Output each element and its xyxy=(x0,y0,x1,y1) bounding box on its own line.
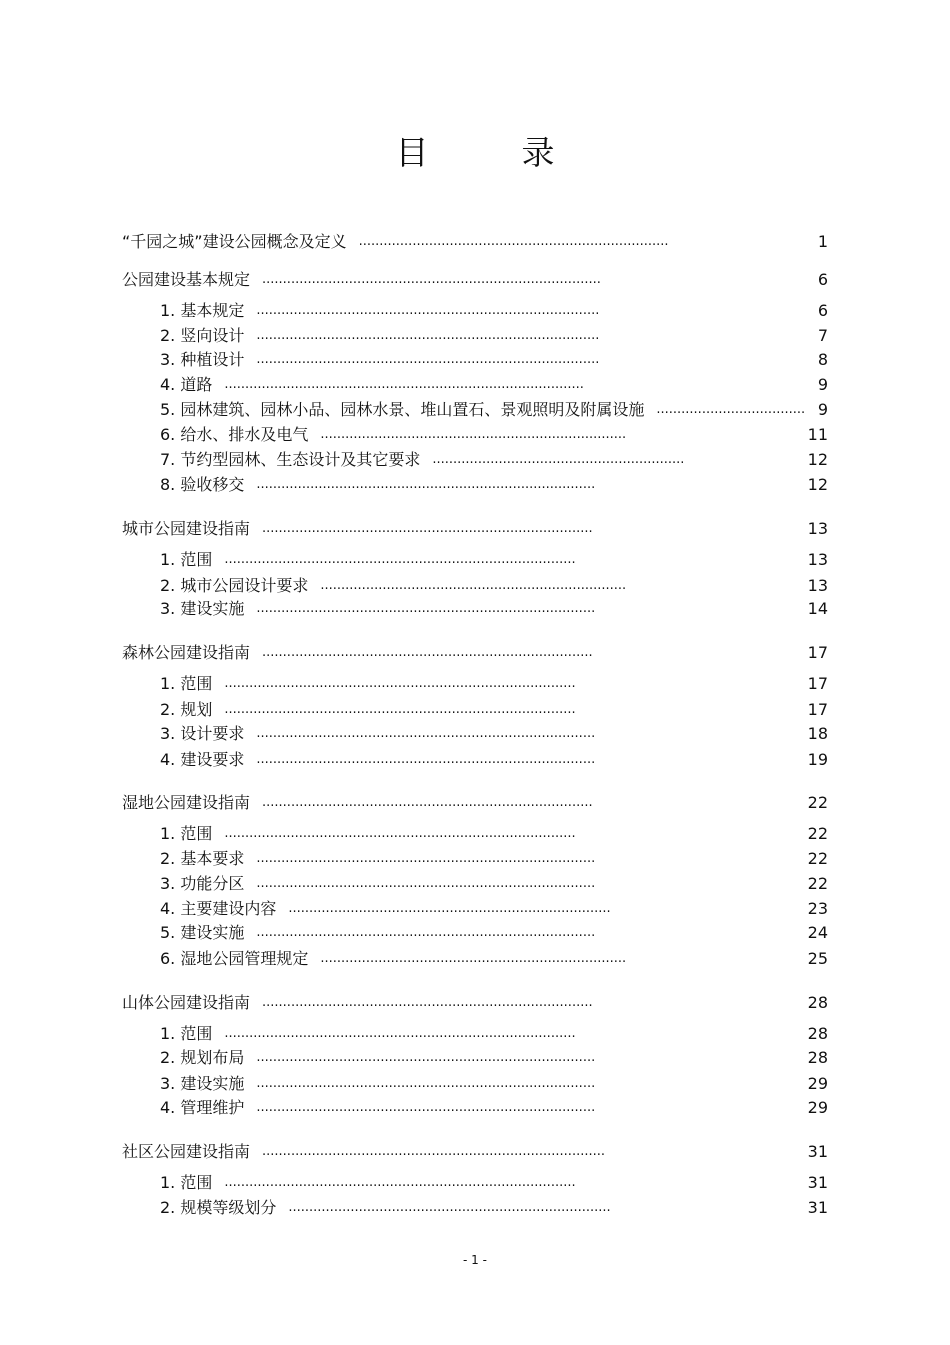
toc-dot-leader: .................................................................................. xyxy=(256,851,596,866)
toc-chapter[interactable] xyxy=(122,992,828,1014)
toc-entry-title: 森林公园建设指南 xyxy=(122,643,251,662)
toc-section[interactable] xyxy=(160,449,828,471)
toc-entry-title: 4. 道路 xyxy=(160,375,213,394)
toc-dot-leader: .................................................................................. xyxy=(262,272,601,287)
toc-section[interactable] xyxy=(160,300,828,322)
toc-entry-title: 4. 主要建设内容 xyxy=(160,899,277,918)
toc-entry-title: 2. 竖向设计 xyxy=(160,326,245,345)
toc-dot-leader: ................................................................................ xyxy=(262,795,593,810)
toc-chapter[interactable] xyxy=(122,1141,828,1163)
toc-dot-leader: .................................................................................. xyxy=(256,601,596,616)
toc-entry-page: 28 xyxy=(807,993,828,1012)
toc-chapter[interactable] xyxy=(122,518,828,540)
toc-section[interactable] xyxy=(160,898,828,920)
toc-entry-title: 3. 设计要求 xyxy=(160,724,245,743)
toc-entry-page: 12 xyxy=(807,450,828,469)
toc-entry-page: 8 xyxy=(817,350,828,369)
toc-dot-leader: ................................................................................... xyxy=(256,303,600,318)
toc-section[interactable] xyxy=(160,922,828,944)
toc-entry-page: 25 xyxy=(807,949,828,968)
toc-dot-leader: .............................................................................. xyxy=(288,1200,611,1215)
toc-entry-page: 29 xyxy=(807,1098,828,1117)
toc-section[interactable] xyxy=(160,823,828,845)
toc-entry-page: 24 xyxy=(807,923,828,942)
toc-entry-page: 12 xyxy=(807,475,828,494)
toc-section[interactable] xyxy=(160,424,828,446)
toc-entry-page: 11 xyxy=(807,425,828,444)
toc-entry-title: 2. 城市公园设计要求 xyxy=(160,576,309,595)
toc-entry-page: 6 xyxy=(817,301,828,320)
toc-entry-page: 13 xyxy=(807,550,828,569)
toc-section[interactable] xyxy=(160,948,828,970)
toc-dot-leader: .................................................................................. xyxy=(256,477,596,492)
toc-entry-title: 1. 范围 xyxy=(160,674,213,693)
toc-section[interactable] xyxy=(160,598,828,620)
toc-dot-leader: .................................................................................. xyxy=(256,1050,596,1065)
toc-entry-title: 3. 建设实施 xyxy=(160,599,245,618)
toc-entry-page: 28 xyxy=(807,1024,828,1043)
toc-dot-leader: ..................................................................................... xyxy=(224,1175,576,1190)
page-number: - 1 - xyxy=(463,1253,487,1267)
toc-dot-leader: ................................................................................ xyxy=(262,995,593,1010)
toc-dot-leader: .................................................................................. xyxy=(256,1100,596,1115)
toc-dot-leader: ................................................................................... xyxy=(256,352,600,367)
toc-chapter[interactable] xyxy=(122,792,828,814)
toc-entry-page: 31 xyxy=(807,1198,828,1217)
toc-entry-title: 4. 建设要求 xyxy=(160,750,245,769)
toc-entry-title: 5. 建设实施 xyxy=(160,923,245,942)
toc-dot-leader: .......................................................................... xyxy=(320,951,627,966)
toc-chapter[interactable] xyxy=(122,269,828,291)
toc-dot-leader: .................................................................................. xyxy=(256,726,596,741)
toc-section[interactable] xyxy=(160,749,828,771)
toc-entry-page: 9 xyxy=(817,400,828,419)
toc-dot-leader: ................................................................................... xyxy=(262,1144,605,1159)
toc-entry-title: 公园建设基本规定 xyxy=(122,270,251,289)
toc-dot-leader: .......................................................................... xyxy=(320,427,627,442)
toc-entry-title: 3. 种植设计 xyxy=(160,350,245,369)
toc-entry-page: 22 xyxy=(807,824,828,843)
toc-entry-page: 7 xyxy=(817,326,828,345)
toc-entry-page: 18 xyxy=(807,724,828,743)
toc-entry-title: 1. 范围 xyxy=(160,824,213,843)
toc-chapter[interactable] xyxy=(122,642,828,664)
toc-entry-title: 6. 湿地公园管理规定 xyxy=(160,949,309,968)
toc-entry-title: 湿地公园建设指南 xyxy=(122,793,251,812)
toc-dot-leader: .......................................................................... xyxy=(320,578,627,593)
toc-entry-title: 城市公园建设指南 xyxy=(122,519,251,538)
toc-section[interactable] xyxy=(160,325,828,347)
toc-entry-page: 31 xyxy=(807,1173,828,1192)
toc-section[interactable] xyxy=(160,1197,828,1219)
toc-entry-page: 31 xyxy=(807,1142,828,1161)
toc-dot-leader: ........................................................................... xyxy=(358,234,669,249)
toc-dot-leader: ....................................................................................... xyxy=(224,377,584,392)
toc-section[interactable] xyxy=(160,1047,828,1069)
toc-entry-page: 22 xyxy=(807,874,828,893)
toc-section[interactable] xyxy=(160,349,828,371)
toc-dot-leader: ................................................................................... xyxy=(256,328,600,343)
toc-dot-leader: ................................................................................ xyxy=(262,645,593,660)
toc-entry-page: 9 xyxy=(817,375,828,394)
toc-entry-page: 17 xyxy=(807,674,828,693)
toc-entry-title: 2. 规模等级划分 xyxy=(160,1198,277,1217)
toc-dot-leader: ..................................................................................... xyxy=(224,702,576,717)
toc-section[interactable] xyxy=(160,723,828,745)
toc-section[interactable] xyxy=(160,848,828,870)
toc-dot-leader: .................................................................................. xyxy=(256,925,596,940)
toc-section[interactable] xyxy=(160,474,828,496)
toc-section[interactable] xyxy=(160,1073,828,1095)
toc-entry-title: “千园之城”建设公园概念及定义 xyxy=(122,232,347,251)
toc-entry-title: 2. 规划 xyxy=(160,700,213,719)
toc-dot-leader: ................................................................................ xyxy=(262,521,593,536)
toc-entry-title: 1. 基本规定 xyxy=(160,301,245,320)
toc-entry-title: 2. 规划布局 xyxy=(160,1048,245,1067)
toc-entry-page: 17 xyxy=(807,700,828,719)
toc-section[interactable] xyxy=(160,575,828,597)
toc-entry-page: 1 xyxy=(817,232,828,251)
toc-entry-page: 13 xyxy=(807,576,828,595)
toc-entry-title: 1. 范围 xyxy=(160,1173,213,1192)
toc-dot-leader: ..................................................................................... xyxy=(224,826,576,841)
toc-dot-leader: ............................................................. xyxy=(432,452,685,467)
toc-entry-title: 3. 功能分区 xyxy=(160,874,245,893)
toc-entry-page: 29 xyxy=(807,1074,828,1093)
toc-entry-title: 2. 基本要求 xyxy=(160,849,245,868)
toc-entry-title: 8. 验收移交 xyxy=(160,475,245,494)
toc-entry-title: 6. 给水、排水及电气 xyxy=(160,425,309,444)
toc-section[interactable] xyxy=(160,1023,828,1045)
toc-entry-page: 28 xyxy=(807,1048,828,1067)
toc-dot-leader: .................................... xyxy=(656,402,806,417)
toc-entry-page: 14 xyxy=(807,599,828,618)
toc-dot-leader: .................................................................................. xyxy=(256,1076,596,1091)
toc-entry-page: 17 xyxy=(807,643,828,662)
toc-section[interactable] xyxy=(160,549,828,571)
toc-entry-title: 山体公园建设指南 xyxy=(122,993,251,1012)
toc-dot-leader: ..................................................................................... xyxy=(224,552,576,567)
toc-section[interactable] xyxy=(160,1172,828,1194)
toc-entry-title: 4. 管理维护 xyxy=(160,1098,245,1117)
toc-entry-title: 5. 园林建筑、园林小品、园林水景、堆山置石、景观照明及附属设施 xyxy=(160,400,645,419)
toc-entry-page: 22 xyxy=(807,849,828,868)
toc-dot-leader: .................................................................................. xyxy=(256,876,596,891)
toc-dot-leader: ..................................................................................... xyxy=(224,1026,576,1041)
toc-dot-leader: .................................................................................. xyxy=(256,752,596,767)
toc-entry-page: 13 xyxy=(807,519,828,538)
toc-entry-title: 1. 范围 xyxy=(160,1024,213,1043)
toc-section[interactable] xyxy=(160,374,828,396)
toc-entry-title: 3. 建设实施 xyxy=(160,1074,245,1093)
toc-dot-leader: .............................................................................. xyxy=(288,901,611,916)
toc-section[interactable] xyxy=(160,399,828,421)
toc-section[interactable] xyxy=(160,699,828,721)
toc-dot-leader: ..................................................................................... xyxy=(224,676,576,691)
toc-entry-page: 19 xyxy=(807,750,828,769)
toc-section[interactable] xyxy=(160,1097,828,1119)
toc-entry-page: 6 xyxy=(817,270,828,289)
toc-chapter[interactable] xyxy=(122,231,828,253)
toc-entry-title: 7. 节约型园林、生态设计及其它要求 xyxy=(160,450,421,469)
toc-section[interactable] xyxy=(160,873,828,895)
toc-entry-page: 23 xyxy=(807,899,828,918)
toc-entry-title: 社区公园建设指南 xyxy=(122,1142,251,1161)
toc-section[interactable] xyxy=(160,673,828,695)
toc-entry-page: 22 xyxy=(807,793,828,812)
page-title: 目 录 xyxy=(395,133,585,172)
toc-entry-title: 1. 范围 xyxy=(160,550,213,569)
